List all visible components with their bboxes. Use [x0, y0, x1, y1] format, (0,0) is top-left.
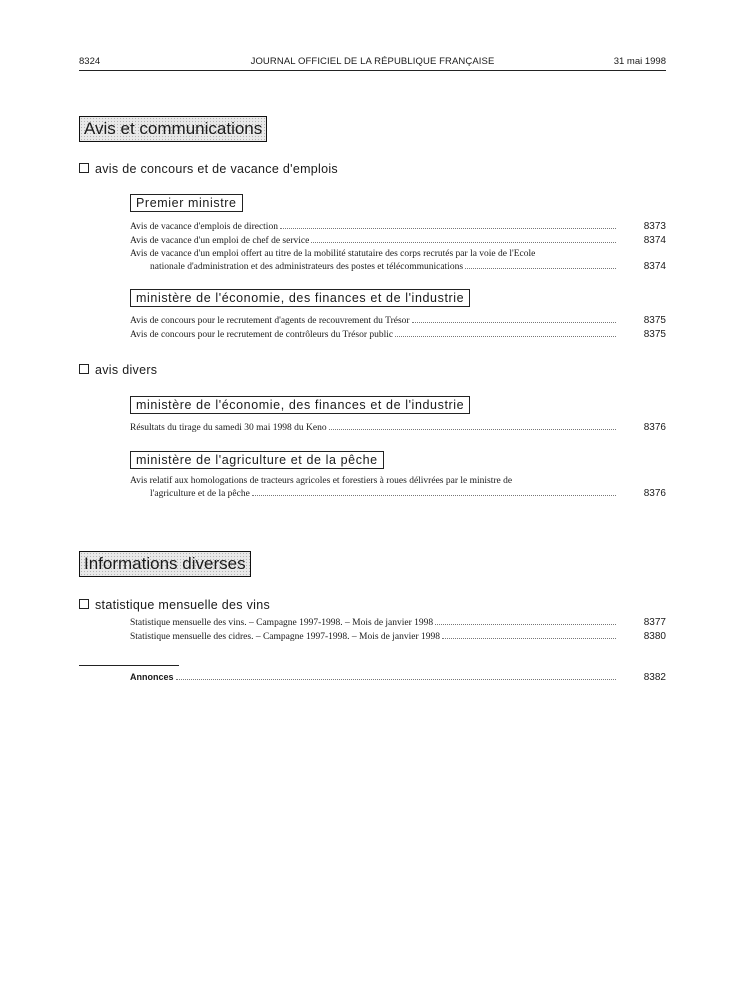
entry-page: 8374	[643, 235, 666, 246]
section-title-avis-communications: Avis et communications	[79, 116, 267, 142]
journal-title: JOURNAL OFFICIEL DE LA RÉPUBLIQUE FRANÇAISE	[250, 56, 495, 67]
leader-dots	[412, 315, 616, 323]
leader-dots	[280, 221, 616, 229]
section-title-informations-diverses: Informations diverses	[79, 551, 251, 577]
entry-page: 8377	[643, 617, 666, 628]
entry-text: Avis de concours pour le recrutement de contrôleurs du Trésor public	[130, 330, 394, 340]
leader-dots	[465, 261, 616, 269]
checkbox-bullet-icon	[79, 364, 89, 374]
entry-text: Statistique mensuelle des cidres. – Campagne 1997-1998. – Mois de janvier 1998	[130, 632, 441, 642]
entry-text: Avis de vacance d'un emploi de chef de service	[130, 236, 310, 246]
entry-page: 8373	[643, 221, 666, 232]
checkbox-bullet-icon	[79, 163, 89, 173]
entry-page: 8380	[643, 631, 666, 642]
entry-text: Résultats du tirage du samedi 30 mai 1998 du Keno	[130, 423, 327, 433]
entry-text-continued: nationale d'administration et des administrateurs des postes et télécommunications	[150, 261, 464, 272]
toc-entry[interactable]	[130, 221, 666, 234]
entry-text-continued: l'agriculture et de la pêche	[150, 488, 250, 499]
entry-page: 8374	[643, 260, 666, 272]
toc-entry[interactable]	[130, 329, 666, 342]
annonces-label: Annonces	[130, 672, 174, 682]
toc-entry[interactable]	[130, 422, 666, 435]
ministry-box-premier-ministre: Premier ministre	[130, 194, 243, 212]
ministry-box-economie: ministère de l'économie, des finances et de l'industrie	[130, 396, 470, 414]
entry-text: Statistique mensuelle des vins. – Campagne 1997-1998. – Mois de janvier 1998	[130, 618, 434, 628]
group-heading-avis-divers	[79, 363, 157, 377]
separator-rule	[79, 665, 179, 666]
group-heading-label: avis divers	[95, 363, 158, 377]
entry-page: 8375	[643, 315, 666, 326]
publication-date: 31 mai 1998	[613, 56, 666, 67]
toc-entry[interactable]	[130, 617, 666, 630]
toc-entry[interactable]	[130, 315, 666, 328]
toc-entry-annonces[interactable]	[130, 672, 666, 684]
group-heading-statistique	[79, 598, 270, 612]
entry-text: Avis de concours pour le recrutement d'agents de recouvrement du Trésor	[130, 316, 410, 326]
checkbox-bullet-icon	[79, 599, 89, 609]
entry-page: 8376	[643, 487, 666, 499]
toc-entry[interactable]	[130, 235, 666, 248]
leader-dots	[176, 672, 616, 680]
toc-entry[interactable]	[130, 631, 666, 644]
toc-entry[interactable]	[130, 249, 666, 273]
leader-dots	[252, 488, 616, 496]
leader-dots	[311, 235, 616, 243]
leader-dots	[442, 631, 616, 639]
group-heading-label: statistique mensuelle des vins	[95, 598, 271, 612]
leader-dots	[329, 422, 616, 430]
leader-dots	[395, 329, 616, 337]
entry-text: Avis de vacance d'un emploi offert au titre de la mobilité statutaire des corps recrutés par la voie de l'Ecole	[130, 249, 536, 259]
entry-page: 8376	[643, 422, 666, 433]
entry-page: 8375	[643, 329, 666, 340]
ministry-box-economie: ministère de l'économie, des finances et de l'industrie	[130, 289, 470, 307]
entry-text: Avis relatif aux homologations de tracteurs agricoles et forestiers à roues délivrées par le ministre de	[130, 476, 513, 486]
page-header	[79, 56, 666, 71]
leader-dots	[435, 617, 616, 625]
entry-text: Avis de vacance d'emplois de direction	[130, 222, 278, 232]
toc-entry[interactable]	[130, 476, 666, 500]
group-heading-label: avis de concours et de vacance d'emplois	[95, 162, 338, 176]
ministry-box-agriculture: ministère de l'agriculture et de la pêche	[130, 451, 384, 469]
group-heading-concours	[79, 162, 338, 176]
entry-page: 8382	[643, 672, 666, 683]
page-number: 8324	[79, 56, 101, 67]
